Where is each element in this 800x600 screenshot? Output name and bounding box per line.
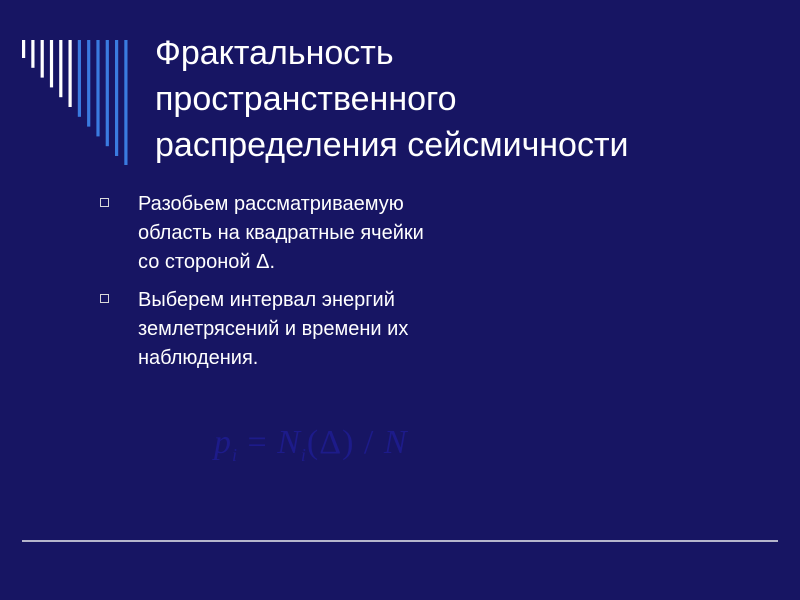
bullet-item xyxy=(100,190,580,277)
decoration-bar xyxy=(87,40,90,127)
bullet-text xyxy=(138,286,580,373)
bullet-line: Разобьем рассматриваемую xyxy=(138,193,404,215)
formula-p: p xyxy=(214,424,232,461)
decoration-bar xyxy=(50,40,53,87)
decoration-bar xyxy=(59,40,62,97)
formula-divide: / xyxy=(354,424,384,461)
bullet-line: землетрясений и времени их xyxy=(138,318,409,340)
title-line: Фрактальность xyxy=(155,34,394,72)
square-bullet-icon xyxy=(100,198,109,207)
decoration-bar xyxy=(22,40,25,58)
striped-bars-decoration xyxy=(0,0,140,165)
decoration-bar xyxy=(78,40,81,117)
bullet-line: наблюдения. xyxy=(138,347,259,369)
formula-argument: (Δ) xyxy=(306,424,355,461)
bullet-item xyxy=(100,286,580,373)
decoration-bar xyxy=(96,40,99,136)
bullet-text xyxy=(138,190,580,277)
formula-N: N xyxy=(277,424,301,461)
formula-p-subscript: i xyxy=(232,444,239,465)
square-bullet-icon xyxy=(100,294,109,303)
title-line: пространственного xyxy=(155,80,457,118)
bullet-line: со стороной Δ. xyxy=(138,251,276,273)
slide-title xyxy=(155,30,775,168)
formula-equals: = xyxy=(238,424,278,461)
formula-N-subscript: i xyxy=(300,444,307,465)
decoration-bar xyxy=(31,40,34,68)
formula xyxy=(214,424,408,466)
decoration-bar xyxy=(124,40,127,165)
decoration-bar xyxy=(69,40,72,107)
formula-N-total: N xyxy=(383,424,408,461)
decoration-bar xyxy=(106,40,109,146)
decoration-bar xyxy=(115,40,118,156)
bottom-divider xyxy=(22,540,778,542)
decoration-bar xyxy=(41,40,44,78)
bullet-line: Выберем интервал энергий xyxy=(138,289,395,311)
bullet-line: область на квадратные ячейки xyxy=(138,222,424,244)
title-line: распределения сейсмичности xyxy=(155,126,629,164)
bullet-list xyxy=(100,190,580,382)
